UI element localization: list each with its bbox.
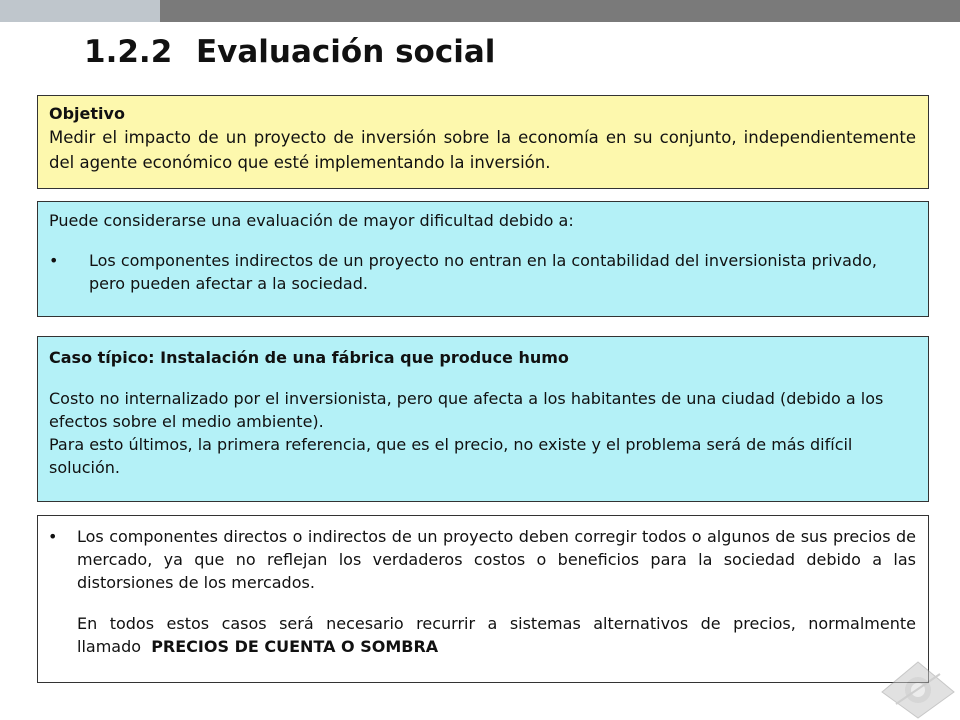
case-paragraph-1: Costo no internalizado por el inversionista, pero que afecta a los habitantes de una ciudad (debido a los efectos sobre el medio ambiente). (49, 389, 884, 431)
shadow-prices-emphasis: PRECIOS DE CUENTA O SOMBRA (151, 637, 439, 656)
prices-box (37, 515, 929, 683)
difficulty-bullet (49, 249, 916, 295)
objective-body: Medir el impacto de un proyecto de inversión sobre la economía en su conjunto, independientemente del agente económico que esté implementando la inversión. (49, 128, 916, 172)
top-bar-light (0, 0, 160, 22)
section-title: Evaluación social (196, 34, 496, 70)
top-bar-dark (160, 0, 960, 22)
university-seal-icon (876, 652, 960, 720)
prices-bullet (48, 525, 916, 594)
bullet-marker: • (49, 251, 59, 270)
objective-box (37, 95, 929, 189)
prices-bullet-text: Los componentes directos o indirectos de un proyecto deben corregir todos o algunos de sus precios de mercado, ya que no reflejan los verdaderos costos o beneficios para la sociedad debido a las distorsiones de los mercados. (77, 527, 916, 592)
difficulty-box (37, 201, 929, 317)
case-box (37, 336, 929, 502)
objective-heading: Objetivo (49, 104, 125, 123)
bullet-marker: • (48, 527, 58, 546)
case-paragraph-2: Para esto últimos, la primera referencia, que es el precio, no existe y el problema será de más difícil solución. (49, 435, 853, 477)
page-title (84, 34, 495, 70)
case-heading: Caso típico: Instalación de una fábrica que produce humo (49, 348, 569, 367)
difficulty-intro: Puede considerarse una evaluación de mayor dificultad debido a: (49, 211, 574, 230)
difficulty-bullet-text: Los componentes indirectos de un proyecto no entran en la contabilidad del inversionista privado, pero pueden afectar a la sociedad. (89, 251, 877, 293)
prices-paragraph-text: En todos estos casos será necesario recurrir a sistemas alternativos de precios, normalmente llamado (77, 614, 916, 656)
section-number: 1.2.2 (84, 34, 173, 70)
prices-paragraph (77, 612, 916, 658)
